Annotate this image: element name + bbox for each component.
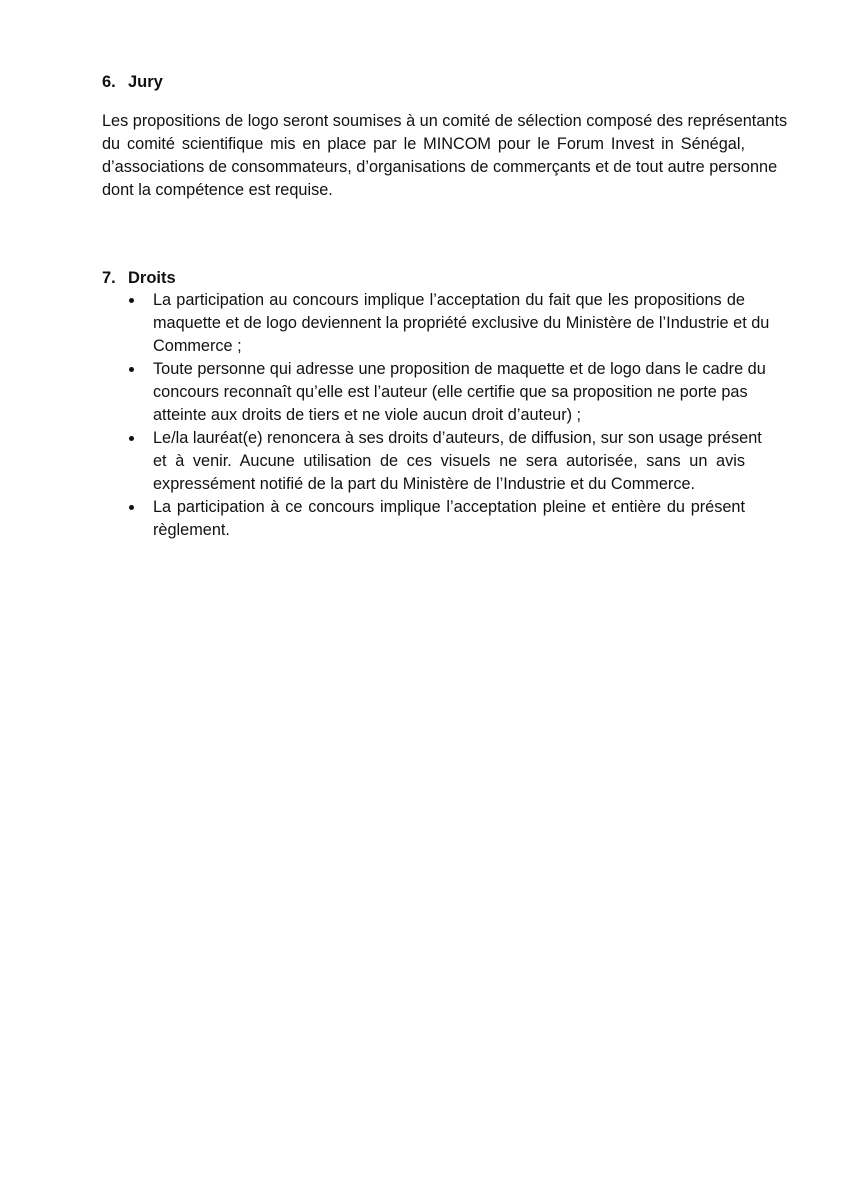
text-line: d’associations de consommateurs, d’organisations de commerçants et de tout autre personne xyxy=(102,158,778,176)
bullet-icon xyxy=(129,367,134,372)
section-title: Droits xyxy=(128,269,176,287)
text-line: maquette et de logo deviennent la propriété exclusive du Ministère de l’Industrie et du xyxy=(153,314,770,332)
text-line: expressément notifié de la part du Ministère de l’Industrie et du Commerce. xyxy=(153,475,696,493)
section-title: Jury xyxy=(128,73,163,91)
section-number: 7. xyxy=(102,269,116,287)
text-line: et à venir. Aucune utilisation de ces visuels ne sera autorisée, sans un avis xyxy=(153,452,745,470)
text-line: concours reconnaît qu’elle est l’auteur (elle certifie que sa proposition ne porte pas xyxy=(153,383,748,401)
rights-bullet-list xyxy=(153,289,770,542)
section-6-heading xyxy=(102,73,163,92)
text-line: La participation à ce concours implique l’acceptation pleine et entière du présent xyxy=(153,498,745,516)
jury-paragraph xyxy=(102,110,788,202)
text-line: Le/la lauréat(e) renoncera à ses droits d’auteurs, de diffusion, sur son usage présent xyxy=(153,429,762,447)
section-number: 6. xyxy=(102,73,116,91)
list-item xyxy=(153,358,766,427)
text-line: atteinte aux droits de tiers et ne viole aucun droit d’auteur) ; xyxy=(153,406,582,424)
text-line: du comité scientifique mis en place par le MINCOM pour le Forum Invest in Sénégal, xyxy=(102,135,745,153)
bullet-icon xyxy=(129,436,134,441)
list-item xyxy=(153,427,762,496)
bullet-icon xyxy=(129,505,134,510)
section-7-heading xyxy=(102,269,176,288)
text-line: La participation au concours implique l’acceptation du fait que les propositions de xyxy=(153,291,745,309)
list-item xyxy=(153,289,770,358)
text-line: règlement. xyxy=(153,521,230,539)
text-line: Les propositions de logo seront soumises à un comité de sélection composé des représentants xyxy=(102,112,788,130)
bullet-icon xyxy=(129,298,134,303)
text-line: Commerce ; xyxy=(153,337,242,355)
text-line: dont la compétence est requise. xyxy=(102,181,333,199)
list-item xyxy=(153,496,745,542)
text-line: Toute personne qui adresse une proposition de maquette et de logo dans le cadre du xyxy=(153,360,766,378)
